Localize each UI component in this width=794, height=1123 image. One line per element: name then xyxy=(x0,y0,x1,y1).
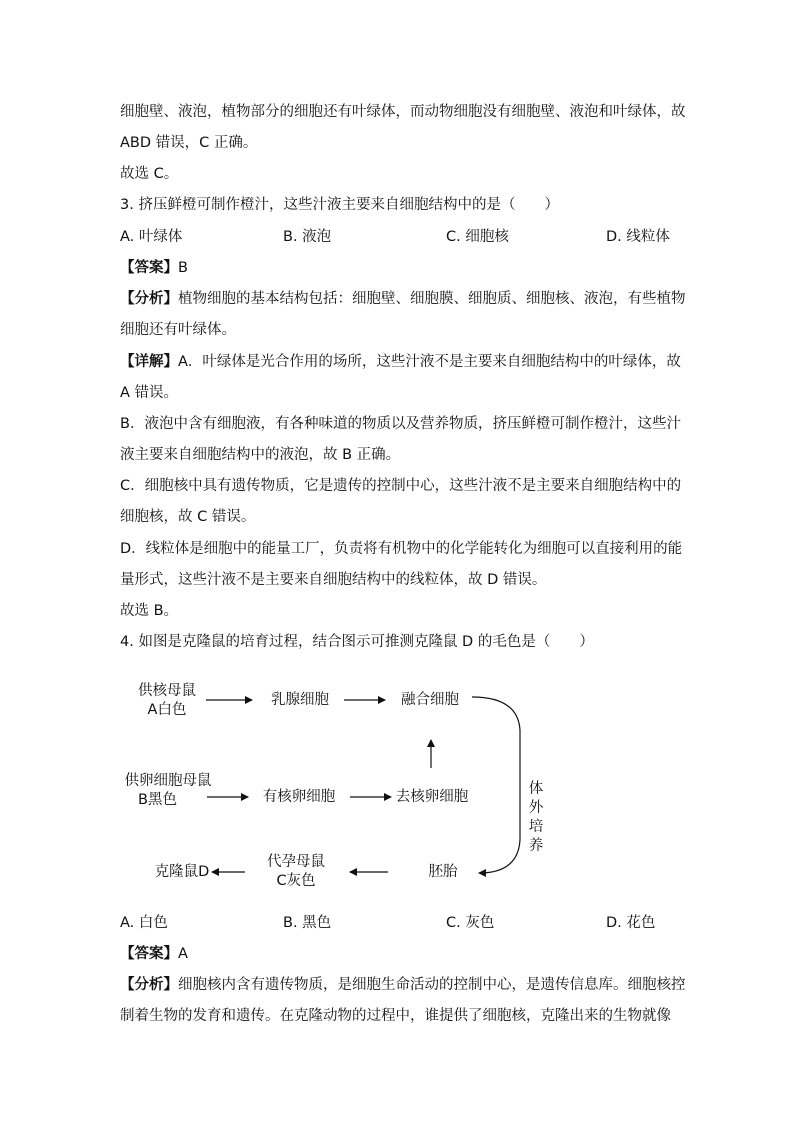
analysis-text: 植物细胞的基本结构包括：细胞壁、细胞膜、细胞质、细胞核、液泡，有些植物 xyxy=(178,291,686,307)
question-4-options xyxy=(120,913,680,933)
option-d: D. 花色 xyxy=(606,915,656,931)
node-clone-mouse: 克隆鼠D xyxy=(154,864,210,880)
option-c: C. 细胞核 xyxy=(446,229,509,245)
culture-char: 培 xyxy=(528,819,544,835)
option-b: B. 液泡 xyxy=(283,229,332,245)
node-donor-nucleus-mouse xyxy=(132,682,202,720)
detail-text: A．叶绿体是光合作用的场所，这些汁液不是主要来自细胞结构中的叶绿体，故 xyxy=(178,354,681,370)
analysis-label: 【分析】 xyxy=(120,977,178,993)
option-c: C. 灰色 xyxy=(446,915,495,931)
text-line: 细胞核，故 C 错误。 xyxy=(120,509,256,525)
answer-value: B xyxy=(178,260,188,276)
node-label: C灰色 xyxy=(276,873,316,889)
answer-label: 【答案】 xyxy=(120,946,178,962)
text-line: B．液泡中含有细胞液，有各种味道的物质以及营养物质，挤压鲜橙可制作橙汁，这些汁 xyxy=(120,416,681,432)
text-line: 故选 B。 xyxy=(120,603,179,619)
text-line: D．线粒体是细胞中的能量工厂，负责将有机物中的化学能转化为细胞可以直接利用的能 xyxy=(120,541,683,557)
text-line: 细胞还有叶绿体。 xyxy=(120,322,236,338)
node-egg-donor-mouse xyxy=(118,772,218,810)
answer-4 xyxy=(120,944,188,964)
node-label: 代孕母鼠 xyxy=(267,854,325,870)
text-line: A 错误。 xyxy=(120,385,179,401)
node-surrogate-mouse xyxy=(258,853,334,891)
node-fused-cell: 融合细胞 xyxy=(401,692,459,708)
option-a: A. 叶绿体 xyxy=(120,229,183,245)
culture-bracket xyxy=(472,697,520,873)
analysis-label: 【分析】 xyxy=(120,291,178,307)
detail-label: 【详解】 xyxy=(120,354,178,370)
text-line: C．细胞核中具有遗传物质，它是遗传的控制中心，这些汁液不是主要来自细胞结构中的 xyxy=(120,478,682,494)
answer-value: A xyxy=(178,946,188,962)
analysis-text: 细胞核内含有遗传物质，是细胞生命活动的控制中心，是遗传信息库。细胞核控 xyxy=(178,977,686,993)
text-line: ABD 错误，C 正确。 xyxy=(120,135,258,151)
in-vitro-culture-label xyxy=(527,780,545,856)
node-enucleated-egg: 去核卵细胞 xyxy=(395,789,469,805)
node-label: 供卵细胞母鼠 xyxy=(124,773,212,789)
culture-char: 外 xyxy=(528,800,544,816)
option-a: A. 白色 xyxy=(120,915,168,931)
node-embryo: 胚胎 xyxy=(428,864,458,880)
node-mammary-cell: 乳腺细胞 xyxy=(271,692,329,708)
node-label: 供核母鼠 xyxy=(138,683,196,699)
text-line: 细胞壁、液泡，植物部分的细胞还有叶绿体，而动物细胞没有细胞壁、液泡和叶绿体，故 xyxy=(120,104,686,120)
text-line: 液主要来自细胞结构中的液泡，故 B 正确。 xyxy=(120,447,401,463)
text-line: 制着生物的发育和遗传。在克隆动物的过程中，谁提供了细胞核，克隆出来的生物就像 xyxy=(120,1008,671,1024)
option-d: D. 线粒体 xyxy=(606,229,670,245)
text-line: 量形式，这些汁液不是主要来自细胞结构中的线粒体，故 D 错误。 xyxy=(120,572,547,588)
node-nucleated-egg: 有核卵细胞 xyxy=(262,789,336,805)
answer-label: 【答案】 xyxy=(120,260,178,276)
option-b: B. 黑色 xyxy=(283,915,332,931)
analysis-4 xyxy=(120,975,686,995)
question-4: 4. 如图是克隆鼠的培育过程，结合图示可推测克隆鼠 D 的毛色是（ ） xyxy=(120,634,594,650)
culture-char: 体 xyxy=(528,781,544,797)
node-label: A白色 xyxy=(147,702,187,718)
node-label: B黑色 xyxy=(138,792,177,808)
text-line: 故选 C。 xyxy=(120,166,179,182)
question-3: 3. 挤压鲜橙可制作橙汁，这些汁液主要来自细胞结构中的是（ ） xyxy=(120,197,559,213)
culture-char: 养 xyxy=(528,838,544,854)
